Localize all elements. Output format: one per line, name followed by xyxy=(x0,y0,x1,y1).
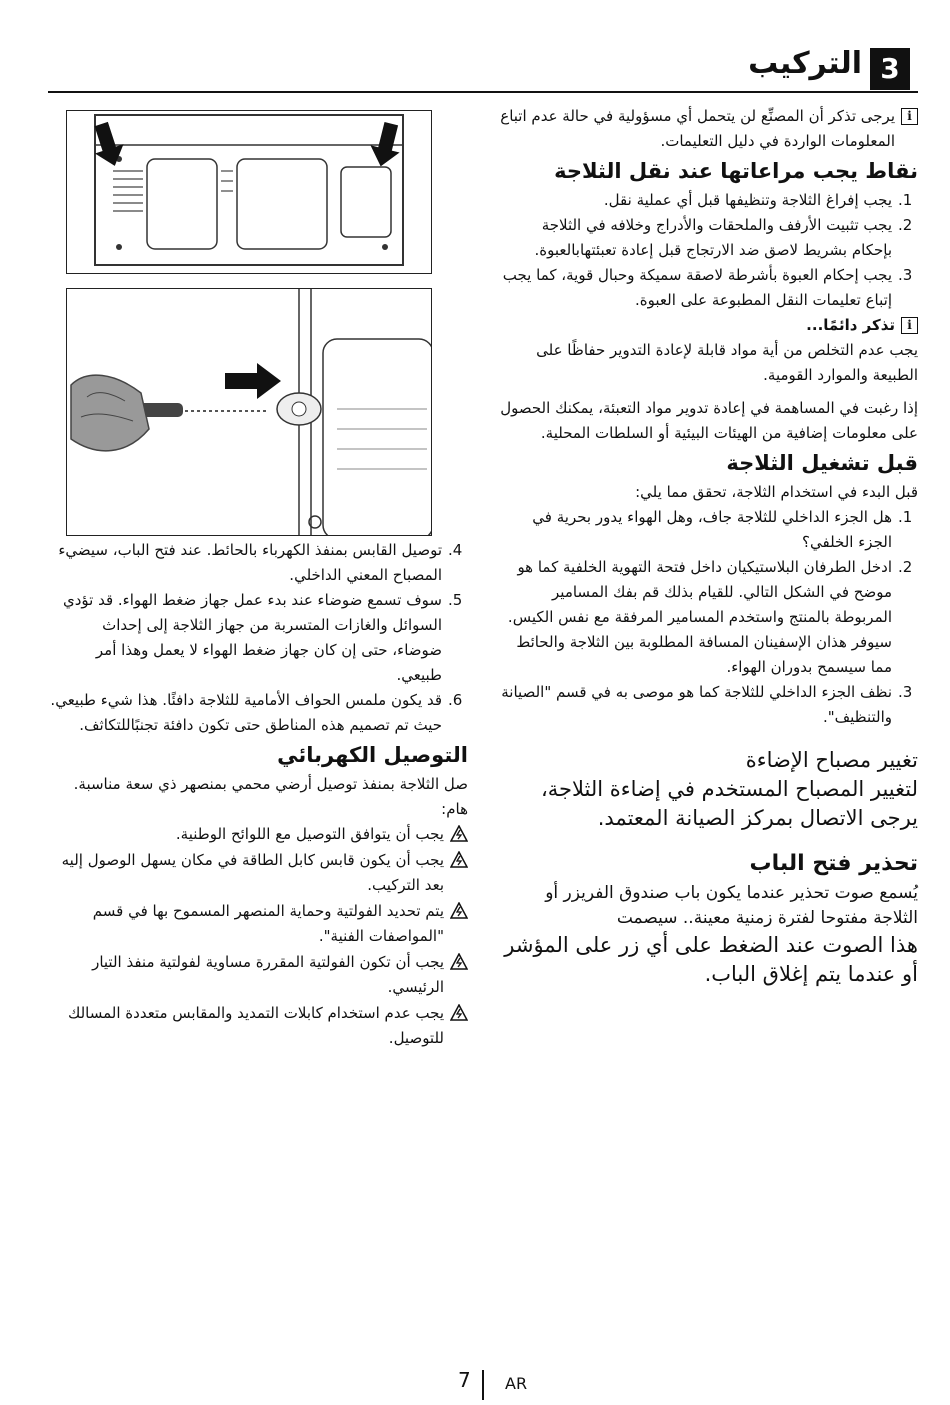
warning-item: يتم تحديد الفولتية وحماية المنصهر المسموح بها في قسم "المواصفات الفنية". xyxy=(48,899,468,949)
list-item: 1. هل الجزء الداخلي للثلاجة جاف، وهل الهواء يدور بحرية في الجزء الخلفي؟ xyxy=(532,508,913,551)
page-number: 7 xyxy=(458,1368,471,1392)
list-item: 5. سوف تسمع ضوضاء عند بدء عمل جهاز ضغط الهواء. قد تؤدي السوائل والغازات المتسربة من جهاز الثلاجة إلى إحداث ضوضاء، حتى إن كان جهاز ضغط الهواء لا يعمل وهذا أمر طبيعي. xyxy=(62,591,463,684)
before-item-2-extra: سيوفر هذان الإسفينان المسافة المطلوبة بين الثلاجة والحائط مما سيسمح بدوران الهواء. xyxy=(516,633,892,676)
electric-warning-icon xyxy=(450,825,468,842)
figure-fridge-back xyxy=(66,110,432,274)
left-column xyxy=(48,538,468,1052)
remember-note xyxy=(498,313,918,338)
before-heading: قبل تشغيل الثلاجة xyxy=(726,451,918,475)
list-item: 1. يجب إفراغ الثلاجة وتنظيفها قبل أي عملية نقل. xyxy=(603,191,913,209)
steps-list-continued xyxy=(48,538,468,738)
lamp-text: لتغيير المصباح المستخدم في إضاءة الثلاجة، يرجى الاتصال بمركز الصيانة المعتمد. xyxy=(540,777,918,830)
electric-text: صل الثلاجة بمنفذ توصيل أرضي محمي بمنصهر ذي سعة مناسبة. xyxy=(73,775,468,793)
spacer-install-illustration xyxy=(67,289,431,535)
footer-divider xyxy=(482,1370,484,1400)
fridge-back-illustration xyxy=(67,111,431,273)
door-text-2: هذا الصوت عند الضغط على أي زر على المؤشر أو عندما يتم إغلاق الباب. xyxy=(504,933,918,986)
remember-paragraph-1: يجب عدم التخلص من أية مواد قابلة لإعادة التدوير حفاظًا على الطبيعة والموارد القومية. xyxy=(536,341,918,384)
lamp-heading: تغيير مصباح الإضاءة xyxy=(745,748,918,772)
info-icon: i xyxy=(901,317,918,334)
electric-warning-icon xyxy=(450,1004,468,1021)
header-divider xyxy=(48,91,918,93)
moving-heading: نقاط يجب مراعاتها عند نقل الثلاجة xyxy=(554,159,918,183)
electric-heading: التوصيل الكهربائي xyxy=(277,743,468,767)
info-icon: i xyxy=(901,108,918,125)
language-code: AR xyxy=(505,1374,528,1393)
warning-item: يجب عدم استخدام كابلات التمديد والمقابس متعددة المسالك للتوصيل. xyxy=(48,1001,468,1051)
section-number-badge: 3 xyxy=(870,48,910,90)
remember-heading: تذكر دائمًا... xyxy=(806,316,895,334)
door-text-1: يُسمع صوت تحذير عندما يكون باب صندوق الفريزر أو الثلاجة مفتوحا لفترة زمنية معينة.. سيصمت xyxy=(545,883,918,928)
intro-note xyxy=(498,104,918,154)
electric-warning-icon xyxy=(450,953,468,970)
warning-item: يجب أن تكون الفولتية المقررة مساوية لفولتية منفذ التيار الرئيسي. xyxy=(48,950,468,1000)
before-list xyxy=(498,505,918,730)
list-item: 2. ادخل الطرفان البلاستيكيان داخل فتحة التهوية الخلفية كما هو موضح في الشكل التالي. للقيام بذلك قم بفك المسامير المربوطة بالمنتج واستخدم المسامير المرفقة مع نفس الكيس. سيوفر هذان الإسفينان المسافة المطلوبة بين الثلاجة والحائط مما سيسمح بدوران الهواء. xyxy=(507,558,913,676)
intro-note-text: يرجى تذكر أن المصنِّع لن يتحمل أي مسؤولية في حالة عدم اتباع المعلومات الواردة في دليل التعليمات. xyxy=(500,107,895,150)
list-item: 2. يجب تثبيت الأرفف والملحقات والأدراج وخلافه في الثلاجة بإحكام بشريط لاصق ضد الارتجاج قبل إعادة تعبئتهابالعبوة. xyxy=(534,216,913,259)
remember-paragraph-2: إذا رغبت في المساهمة في إعادة تدوير مواد التعبئة، يمكنك الحصول على معلومات إضافية من الهيئات البيئية أو السلطات المحلية. xyxy=(500,399,918,442)
door-heading: تحذير فتح الباب xyxy=(749,851,918,876)
list-item: 3. يجب إحكام العبوة بأشرطة لاصقة سميكة وحبال قوية، كما يجب إتباع تعليمات النقل المطبوعة على العبوة. xyxy=(502,266,913,309)
list-item: 4. توصيل القابس بمنفذ الكهرباء بالحائط. عند فتح الباب، سيضيء المصباح المعني الداخلي. xyxy=(58,541,463,584)
warning-item: يجب أن يتوافق التوصيل مع اللوائح الوطنية. xyxy=(48,822,468,847)
electric-warning-icon xyxy=(450,851,468,868)
moving-list xyxy=(498,188,918,313)
right-column xyxy=(498,104,918,989)
page-title: التركيب xyxy=(748,46,862,81)
before-intro: قبل البدء في استخدام الثلاجة، تحقق مما يلي: xyxy=(635,483,918,501)
electric-warning-icon xyxy=(450,902,468,919)
page-footer xyxy=(0,1368,950,1404)
list-item: 6. قد يكون ملمس الحواف الأمامية للثلاجة دافئًا. هذا شيء طبيعي. حيث تم تصميم هذه المناطق حتى تكون دافئة تجنبًاللتكاثف. xyxy=(50,691,463,734)
list-item: 3. نظف الجزء الداخلي للثلاجة كما هو موصى به في قسم "الصيانة والتنظيف". xyxy=(501,683,913,726)
important-label: هام: xyxy=(441,800,468,818)
figure-spacer-install xyxy=(66,288,432,536)
warning-item: يجب أن يكون قابس كابل الطاقة في مكان يسهل الوصول إليه بعد التركيب. xyxy=(48,848,468,898)
